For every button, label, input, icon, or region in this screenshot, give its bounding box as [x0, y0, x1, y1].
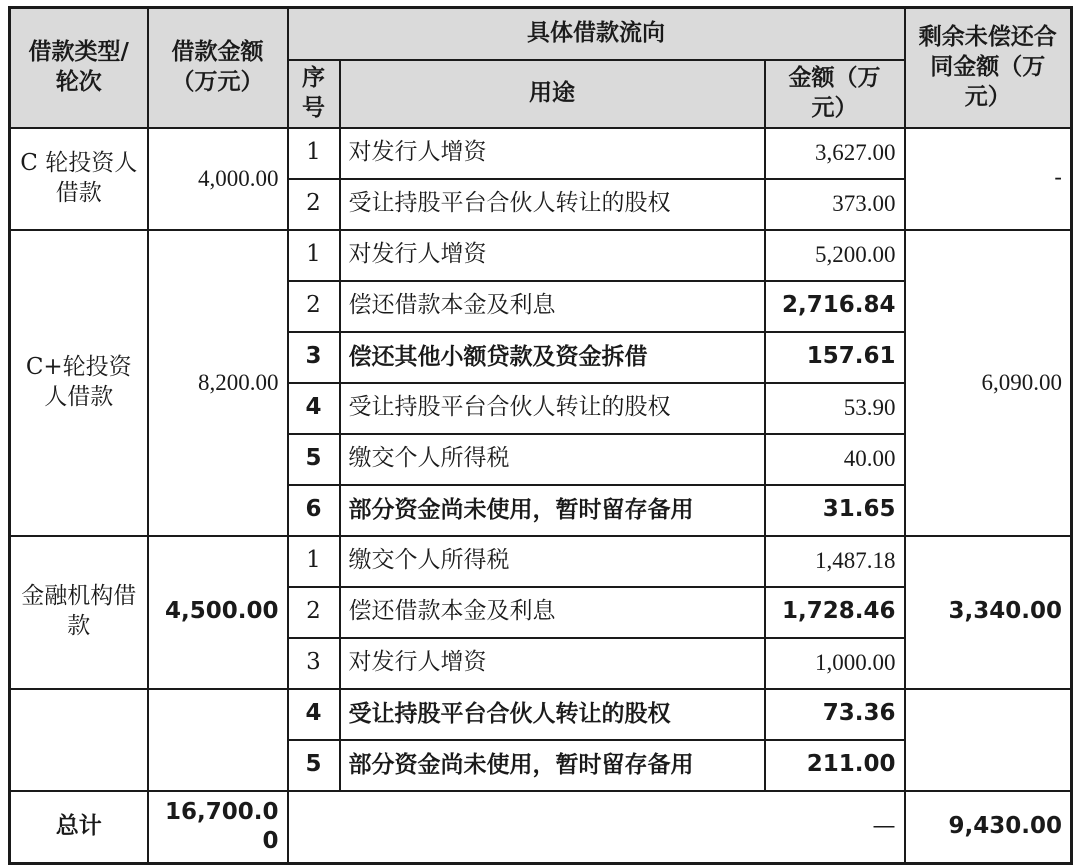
group-amount: 4,000.00 [148, 128, 288, 230]
row-seq: 3 [288, 638, 340, 689]
header-seq: 序号 [288, 60, 340, 128]
row-usage: 受让持股平台合伙人转让的股权 [340, 179, 765, 230]
total-label: 总计 [10, 791, 148, 864]
row-seq: 5 [288, 434, 340, 485]
row-usage: 受让持股平台合伙人转让的股权 [340, 689, 765, 740]
total-amount: 16,700.00 [148, 791, 288, 864]
row-usage: 对发行人增资 [340, 230, 765, 281]
row-seq: 3 [288, 332, 340, 383]
group-type: C 轮投资人借款 [10, 128, 148, 230]
row-amount: 73.36 [765, 689, 905, 740]
row-seq: 2 [288, 281, 340, 332]
row-seq: 1 [288, 536, 340, 587]
row-usage: 偿还借款本金及利息 [340, 281, 765, 332]
header-loan-type: 借款类型/轮次 [10, 8, 148, 128]
row-amount: 53.90 [765, 383, 905, 434]
row-amount: 3,627.00 [765, 128, 905, 179]
group-type: 金融机构借款 [10, 536, 148, 689]
empty-amount-cell [148, 689, 288, 791]
row-usage: 缴交个人所得税 [340, 536, 765, 587]
row-usage: 偿还借款本金及利息 [340, 587, 765, 638]
row-amount: 2,716.84 [765, 281, 905, 332]
row-usage: 部分资金尚未使用，暂时留存备用 [340, 740, 765, 791]
row-seq: 5 [288, 740, 340, 791]
header-amount: 金额（万元） [765, 60, 905, 128]
group-remaining: - [905, 128, 1072, 230]
header-flow: 具体借款流向 [288, 8, 905, 60]
row-seq: 4 [288, 383, 340, 434]
total-flow: — [288, 791, 905, 864]
row-seq: 6 [288, 485, 340, 536]
header-loan-amount: 借款金额（万元） [148, 8, 288, 128]
total-remaining: 9,430.00 [905, 791, 1072, 864]
empty-remaining-cell [905, 689, 1072, 791]
loan-flow-table [8, 6, 1073, 865]
row-usage: 部分资金尚未使用，暂时留存备用 [340, 485, 765, 536]
group-amount: 4,500.00 [148, 536, 288, 689]
group-remaining: 6,090.00 [905, 230, 1072, 536]
row-usage: 偿还其他小额贷款及资金拆借 [340, 332, 765, 383]
header-remaining: 剩余未偿还合同金额（万元） [905, 8, 1072, 128]
row-amount: 157.61 [765, 332, 905, 383]
row-usage: 对发行人增资 [340, 128, 765, 179]
row-amount: 1,487.18 [765, 536, 905, 587]
header-usage: 用途 [340, 60, 765, 128]
row-seq: 1 [288, 128, 340, 179]
row-seq: 2 [288, 587, 340, 638]
row-usage: 对发行人增资 [340, 638, 765, 689]
group-type: C+轮投资人借款 [10, 230, 148, 536]
row-seq: 1 [288, 230, 340, 281]
row-usage: 缴交个人所得税 [340, 434, 765, 485]
row-seq: 2 [288, 179, 340, 230]
row-usage: 受让持股平台合伙人转让的股权 [340, 383, 765, 434]
empty-type-cell [10, 689, 148, 791]
row-seq: 4 [288, 689, 340, 740]
row-amount: 1,000.00 [765, 638, 905, 689]
row-amount: 5,200.00 [765, 230, 905, 281]
row-amount: 373.00 [765, 179, 905, 230]
row-amount: 211.00 [765, 740, 905, 791]
group-remaining: 3,340.00 [905, 536, 1072, 689]
row-amount: 40.00 [765, 434, 905, 485]
group-amount: 8,200.00 [148, 230, 288, 536]
loan-flow-table-frame [8, 6, 1070, 860]
row-amount: 31.65 [765, 485, 905, 536]
row-amount: 1,728.46 [765, 587, 905, 638]
